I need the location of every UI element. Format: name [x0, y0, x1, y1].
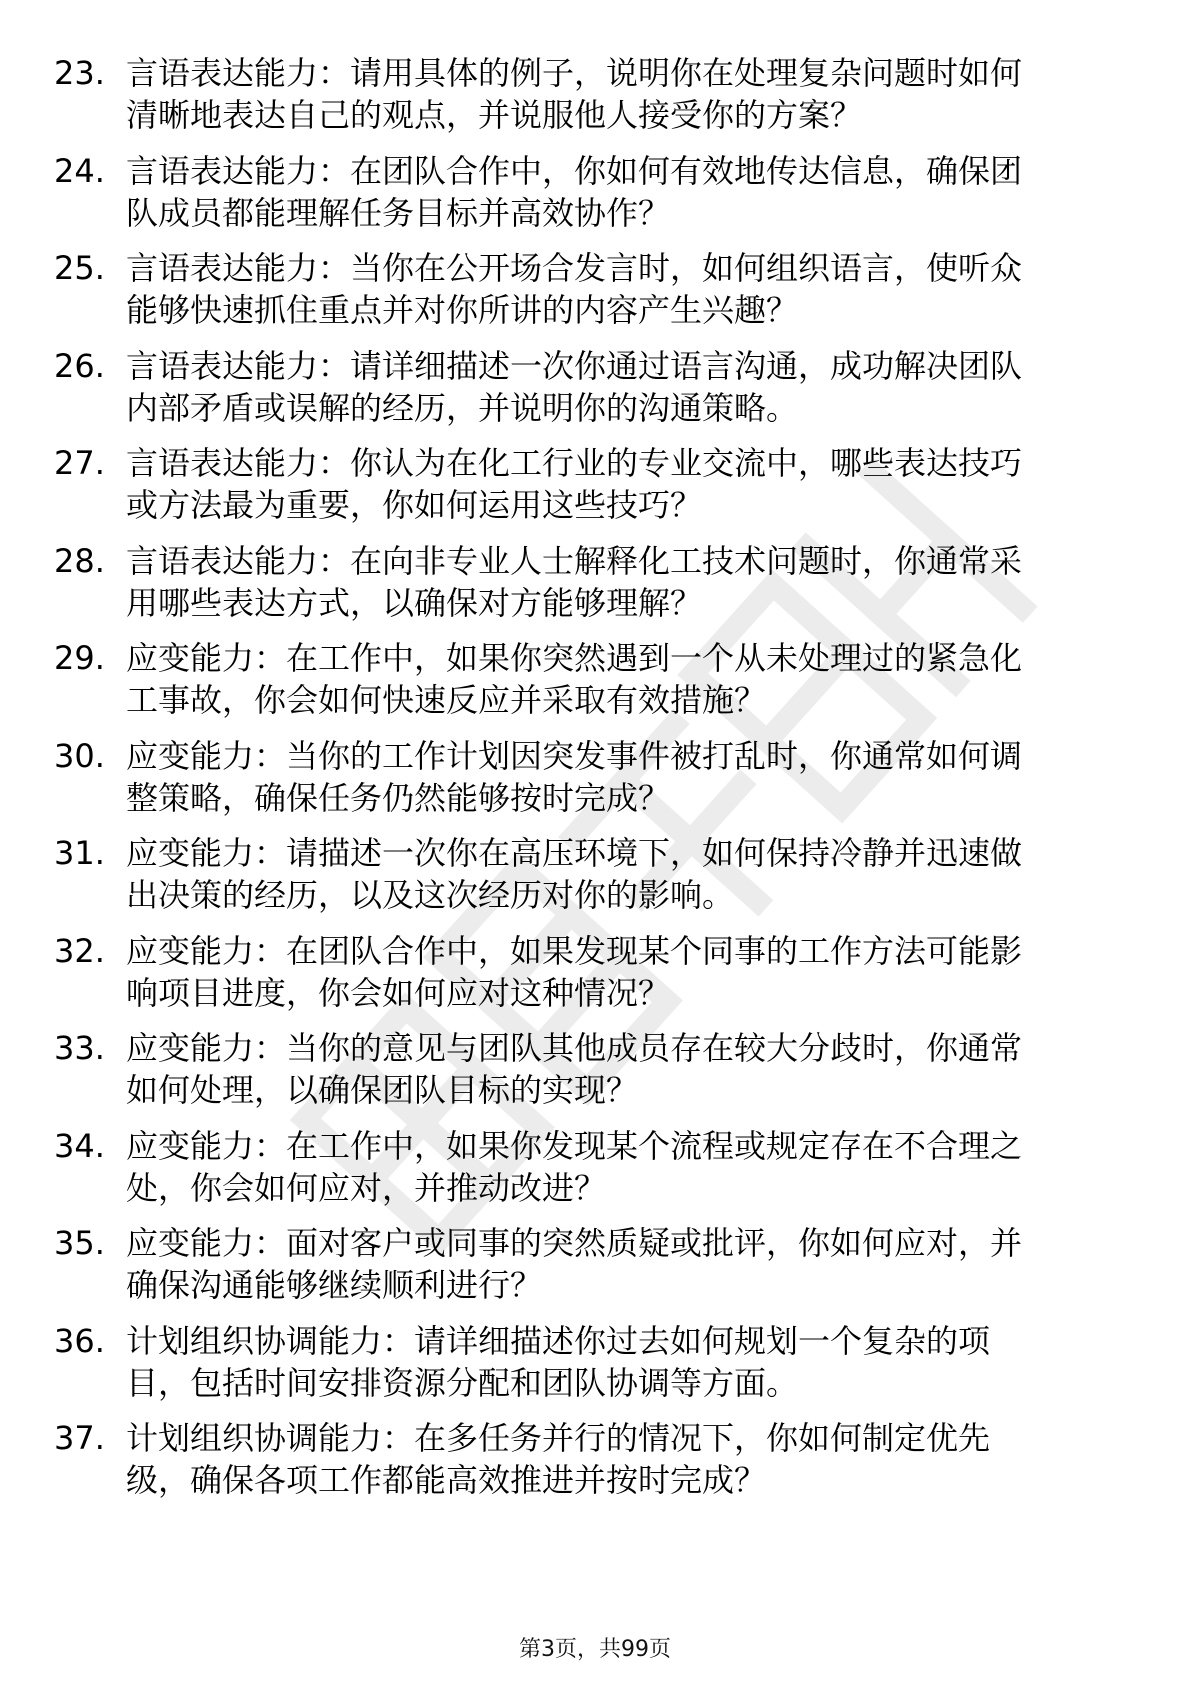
question-line: 应变能力：请描述一次你在高压环境下，如何保持冷静并迅速做	[126, 834, 1023, 872]
question-line: 内部矛盾或误解的经历，并说明你的沟通策略。	[126, 388, 799, 427]
question-list	[0, 52, 1190, 1515]
question-item	[0, 735, 1190, 833]
question-text	[126, 735, 1126, 819]
question-line: 用哪些表达方式，以确保对方能够理解？	[126, 583, 703, 622]
question-number: 28.	[54, 541, 105, 580]
question-item	[0, 1222, 1190, 1320]
question-line: 队成员都能理解任务目标并高效协作？	[126, 193, 671, 232]
question-line: 确保沟通能够继续顺利进行？	[126, 1266, 543, 1304]
question-line: 言语表达能力：当你在公开场合发言时，如何组织语言，使听众	[126, 249, 1023, 287]
question-line: 言语表达能力：在团队合作中，你如何有效地传达信息，确保团	[126, 151, 1023, 190]
question-number: 23.	[54, 54, 105, 92]
question-number: 24.	[54, 151, 105, 190]
question-item	[0, 930, 1190, 1028]
question-line: 言语表达能力：请用具体的例子，说明你在处理复杂问题时如何	[126, 54, 1023, 92]
question-item	[0, 1320, 1190, 1418]
question-line: 言语表达能力：你认为在化工行业的专业交流中，哪些表达技巧	[126, 444, 1023, 482]
question-line: 应变能力：当你的工作计划因突发事件被打乱时，你通常如何调	[126, 736, 1023, 775]
question-item	[0, 442, 1190, 540]
question-text	[126, 1125, 1126, 1209]
question-item	[0, 150, 1190, 248]
question-text	[126, 1417, 1126, 1501]
question-line: 或方法最为重要，你如何运用这些技巧？	[126, 486, 703, 524]
question-line: 言语表达能力：请详细描述一次你通过语言沟通，成功解决团队	[126, 346, 1023, 385]
question-number: 26.	[54, 346, 105, 385]
question-item	[0, 637, 1190, 735]
question-text	[126, 1320, 1126, 1404]
question-line: 应变能力：在团队合作中，如果发现某个同事的工作方法可能影	[126, 931, 1023, 970]
question-text	[126, 345, 1126, 429]
question-number: 29.	[54, 639, 105, 677]
question-number: 31.	[54, 834, 105, 872]
question-line: 应变能力：在工作中，如果你发现某个流程或规定存在不合理之	[126, 1126, 1023, 1165]
question-line: 计划组织协调能力：请详细描述你过去如何规划一个复杂的项	[126, 1321, 991, 1360]
question-number: 36.	[54, 1321, 105, 1360]
question-line: 应变能力：在工作中，如果你突然遇到一个从未处理过的紧急化	[126, 639, 1023, 677]
question-text	[126, 247, 1126, 331]
question-text	[126, 832, 1126, 916]
question-number: 37.	[54, 1419, 105, 1457]
question-line: 出决策的经历，以及这次经历对你的影响。	[126, 876, 735, 914]
question-text	[126, 1222, 1126, 1306]
question-text	[126, 150, 1126, 234]
question-line: 能够快速抓住重点并对你所讲的内容产生兴趣？	[126, 291, 799, 329]
question-line: 应变能力：当你的意见与团队其他成员存在较大分歧时，你通常	[126, 1029, 1023, 1067]
question-item	[0, 247, 1190, 345]
question-number: 35.	[54, 1224, 105, 1262]
question-line: 如何处理，以确保团队目标的实现？	[126, 1071, 639, 1109]
question-item	[0, 345, 1190, 443]
question-line: 清晰地表达自己的观点，并说服他人接受你的方案？	[126, 96, 863, 134]
question-text	[126, 540, 1126, 624]
question-item	[0, 1417, 1190, 1515]
question-line: 目，包括时间安排资源分配和团队协调等方面。	[126, 1363, 799, 1402]
question-line: 处，你会如何应对，并推动改进？	[126, 1168, 607, 1207]
question-number: 30.	[54, 736, 105, 775]
question-number: 34.	[54, 1126, 105, 1165]
question-number: 27.	[54, 444, 105, 482]
question-text	[126, 637, 1126, 721]
question-text	[126, 1027, 1126, 1111]
page-number-label: 第3页，共99页	[519, 1637, 671, 1662]
question-text	[126, 442, 1126, 526]
question-line: 言语表达能力：在向非专业人士解释化工技术问题时，你通常采	[126, 541, 1023, 580]
question-line: 应变能力：面对客户或同事的突然质疑或批评，你如何应对，并	[126, 1224, 1023, 1262]
question-number: 32.	[54, 931, 105, 970]
question-line: 工事故，你会如何快速反应并采取有效措施？	[126, 681, 767, 719]
page-footer	[0, 1635, 1190, 1665]
question-text	[126, 930, 1126, 1014]
question-number: 25.	[54, 249, 105, 287]
question-line: 计划组织协调能力：在多任务并行的情况下，你如何制定优先	[126, 1419, 991, 1457]
question-text	[126, 52, 1126, 136]
question-line: 整策略，确保任务仍然能够按时完成？	[126, 778, 671, 817]
question-item	[0, 540, 1190, 638]
question-item	[0, 1125, 1190, 1223]
question-item	[0, 52, 1190, 150]
question-item	[0, 1027, 1190, 1125]
question-item	[0, 832, 1190, 930]
question-line: 响项目进度，你会如何应对这种情况？	[126, 973, 671, 1012]
question-number: 33.	[54, 1029, 105, 1067]
question-line: 级，确保各项工作都能高效推进并按时完成？	[126, 1461, 767, 1499]
